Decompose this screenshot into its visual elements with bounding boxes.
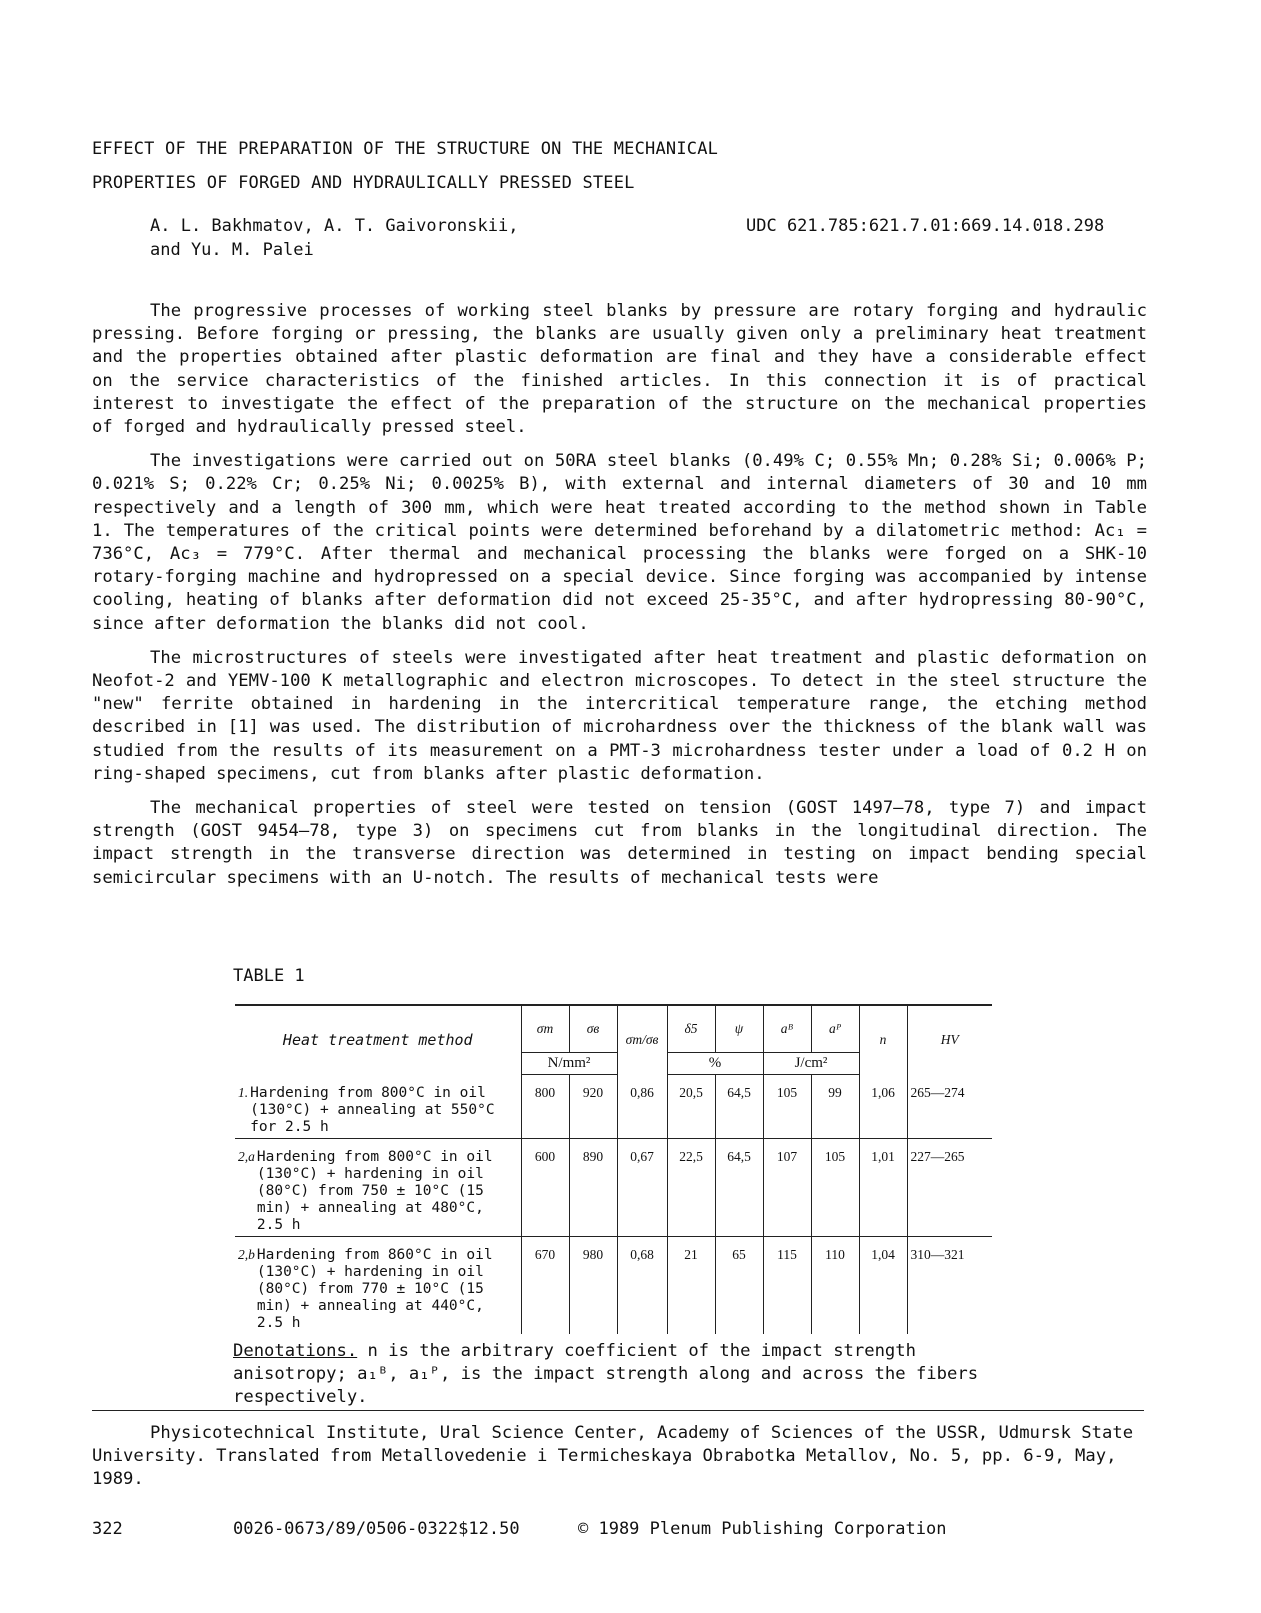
cell-tensile: 980 xyxy=(569,1236,617,1334)
cell-impact-along: 115 xyxy=(763,1236,811,1334)
row-number: 2,a xyxy=(238,1148,255,1164)
denotations-label: Denotations. xyxy=(233,1341,358,1361)
cell-anisotropy: 1,06 xyxy=(859,1075,907,1139)
cell-yield: 670 xyxy=(521,1236,569,1334)
cell-impact-across: 105 xyxy=(811,1138,859,1236)
header-reduction: ψ xyxy=(715,1005,763,1053)
header-ratio: σт/σв xyxy=(617,1005,667,1075)
authors-line-2: and Yu. M. Palei xyxy=(150,240,314,260)
paragraph: The investigations were carried out on 50RA steel blanks (0.49% C; 0.55% Mn; 0.28% Si; 0.006% P; 0.021% S; 0.22% Cr; 0.25% Ni; 0.0025% B), with external and internal diameters of 30 and 10 mm respectively and a length of 300 mm, which were heat treated according to the method shown in Table 1. The temperatures of the critical points were determined beforehand by a dilatometric method: Ac₁ = 736°C, Ac₃ = 779°C. After thermal and mechanical processing the blanks were forged on a SHK-10 rotary-forging machine and hydropressed on a special device. Since forging was accompanied by intense cooling, heating of blanks after deformation did not exceed 25-35°C, and after hydropressing 80-90°C, since after deformation the blanks did not cool. xyxy=(92,451,1147,634)
cell-impact-along: 105 xyxy=(763,1075,811,1139)
table-row xyxy=(235,1236,992,1334)
table-title: TABLE 1 xyxy=(233,966,305,986)
header-hardness: HV xyxy=(907,1005,992,1075)
unit-percent: % xyxy=(667,1053,763,1075)
unit-impact: J/cm² xyxy=(763,1053,859,1075)
method-text: Hardening from 800°C in oil (130°C) + annealing at 550°C for 2.5 h xyxy=(250,1084,495,1135)
cell-ratio: 0,86 xyxy=(617,1075,667,1139)
udc-code: UDC 621.785:621.7.01:669.14.018.298 xyxy=(746,216,1105,236)
title-line-1: EFFECT OF THE PREPARATION OF THE STRUCTURE ON THE MECHANICAL xyxy=(92,139,719,159)
cell-reduction: 64,5 xyxy=(715,1138,763,1236)
paragraph: The microstructures of steels were investigated after heat treatment and plastic deformation on Neofot-2 and YEMV-100 K metallographic and electron microscopes. To detect in the steel structure the "new" ferrite obtained in hardening in the intercritical temperature range, the etching method described in [1] was used. The distribution of microhardness over the thickness of the blank wall was studied from the results of its measurement on a PMT-3 microhardness tester under a load of 0.2 H on ring-shaped specimens, cut from blanks after plastic deformation. xyxy=(92,647,1147,784)
row-number: 2,b xyxy=(238,1246,255,1262)
paragraph: The progressive processes of working steel blanks by pressure are rotary forging and hydraulic pressing. Before forging or pressing, the blanks are usually given only a preliminary heat treatment and the properties obtained after plastic deformation are final and they have a considerable effect on the service characteristics of the finished articles. In this connection it is of practical interest to investigate the effect of the preparation of the structure on the mechanical properties of forged and hydraulically pressed steel. xyxy=(92,301,1147,438)
cell-hardness: 265—274 xyxy=(907,1075,992,1139)
paragraph: The mechanical properties of steel were tested on tension (GOST 1497–78, type 7) and impact strength (GOST 9454–78, type 3) on specimens cut from blanks in the longitudinal direction. The impact strength in the transverse direction was determined in testing on impact bending special semicircular specimens with an U-notch. The results of mechanical tests were xyxy=(92,798,1147,888)
cell-tensile: 890 xyxy=(569,1138,617,1236)
header-yield-strength: σт xyxy=(521,1005,569,1053)
method-text: Hardening from 800°C in oil (130°C) + hardening in oil (80°C) from 750 ± 10°C (15 min) + annealing at 480°C, 2.5 h xyxy=(256,1148,493,1233)
publication-code: 0026-0673/89/0506-0322$12.50 xyxy=(233,1519,520,1539)
footnote-text: Physicotechnical Institute, Ural Science Center, Academy of Sciences of the USSR, Udmursk State University. Translated from Metallovedenie i Termicheskaya Obrabotka Metallov, No. 5, pp. 6-9, May, 1989. xyxy=(92,1423,1134,1489)
method-cell xyxy=(235,1236,521,1334)
header-elongation: δ5 xyxy=(667,1005,715,1053)
copyright: © 1989 Plenum Publishing Corporation xyxy=(578,1519,947,1539)
header-method: Heat treatment method xyxy=(235,1005,521,1075)
author-list xyxy=(150,214,518,262)
method-cell xyxy=(235,1138,521,1236)
footnote xyxy=(92,1422,1162,1491)
denotations-text: n is the arbitrary coefficient of the impact strength anisotropy; a₁ᴮ, a₁ᴾ, is the impact strength along and across the fibers respectively. xyxy=(233,1341,979,1407)
page-number: 322 xyxy=(92,1519,123,1539)
row-number: 1. xyxy=(238,1084,249,1100)
cell-yield: 600 xyxy=(521,1138,569,1236)
cell-ratio: 0,68 xyxy=(617,1236,667,1334)
cell-reduction: 64,5 xyxy=(715,1075,763,1139)
unit-strength: N/mm² xyxy=(521,1053,617,1075)
heat-treatment-table xyxy=(235,1004,992,1334)
header-impact-across: aᴾ xyxy=(811,1005,859,1053)
cell-elongation: 21 xyxy=(667,1236,715,1334)
cell-impact-along: 107 xyxy=(763,1138,811,1236)
table-header-row xyxy=(235,1005,992,1053)
cell-reduction: 65 xyxy=(715,1236,763,1334)
article-body xyxy=(92,300,1147,901)
cell-hardness: 227—265 xyxy=(907,1138,992,1236)
header-impact-along: aᴮ xyxy=(763,1005,811,1053)
denotations-note xyxy=(233,1340,993,1409)
cell-yield: 800 xyxy=(521,1075,569,1139)
title-line-2: PROPERTIES OF FORGED AND HYDRAULICALLY PRESSED STEEL xyxy=(92,173,635,193)
table-row xyxy=(235,1138,992,1236)
method-cell xyxy=(235,1075,521,1139)
header-anisotropy: n xyxy=(859,1005,907,1075)
cell-hardness: 310—321 xyxy=(907,1236,992,1334)
header-tensile-strength: σв xyxy=(569,1005,617,1053)
table-row xyxy=(235,1075,992,1139)
authors-line-1: A. L. Bakhmatov, A. T. Gaivoronskii, xyxy=(150,216,519,236)
method-text: Hardening from 860°C in oil (130°C) + hardening in oil (80°C) from 770 ± 10°C (15 min) + annealing at 440°C, 2.5 h xyxy=(256,1246,493,1331)
cell-impact-across: 110 xyxy=(811,1236,859,1334)
cell-impact-across: 99 xyxy=(811,1075,859,1139)
article-title xyxy=(92,132,718,200)
cell-elongation: 22,5 xyxy=(667,1138,715,1236)
cell-ratio: 0,67 xyxy=(617,1138,667,1236)
cell-elongation: 20,5 xyxy=(667,1075,715,1139)
cell-anisotropy: 1,04 xyxy=(859,1236,907,1334)
cell-anisotropy: 1,01 xyxy=(859,1138,907,1236)
cell-tensile: 920 xyxy=(569,1075,617,1139)
footnote-divider xyxy=(92,1410,1144,1411)
